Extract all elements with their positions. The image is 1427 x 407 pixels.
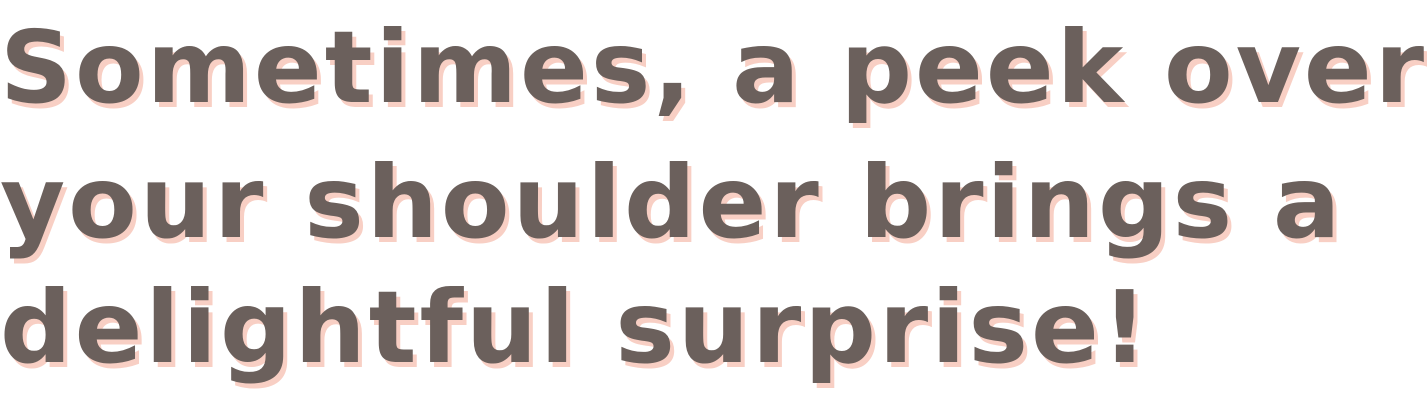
quote-line-2: your shoulder brings a (0, 144, 1344, 261)
quote-line-3: delightful surprise! (0, 269, 1151, 386)
quote-line-1: Sometimes, a peek over (0, 9, 1427, 126)
